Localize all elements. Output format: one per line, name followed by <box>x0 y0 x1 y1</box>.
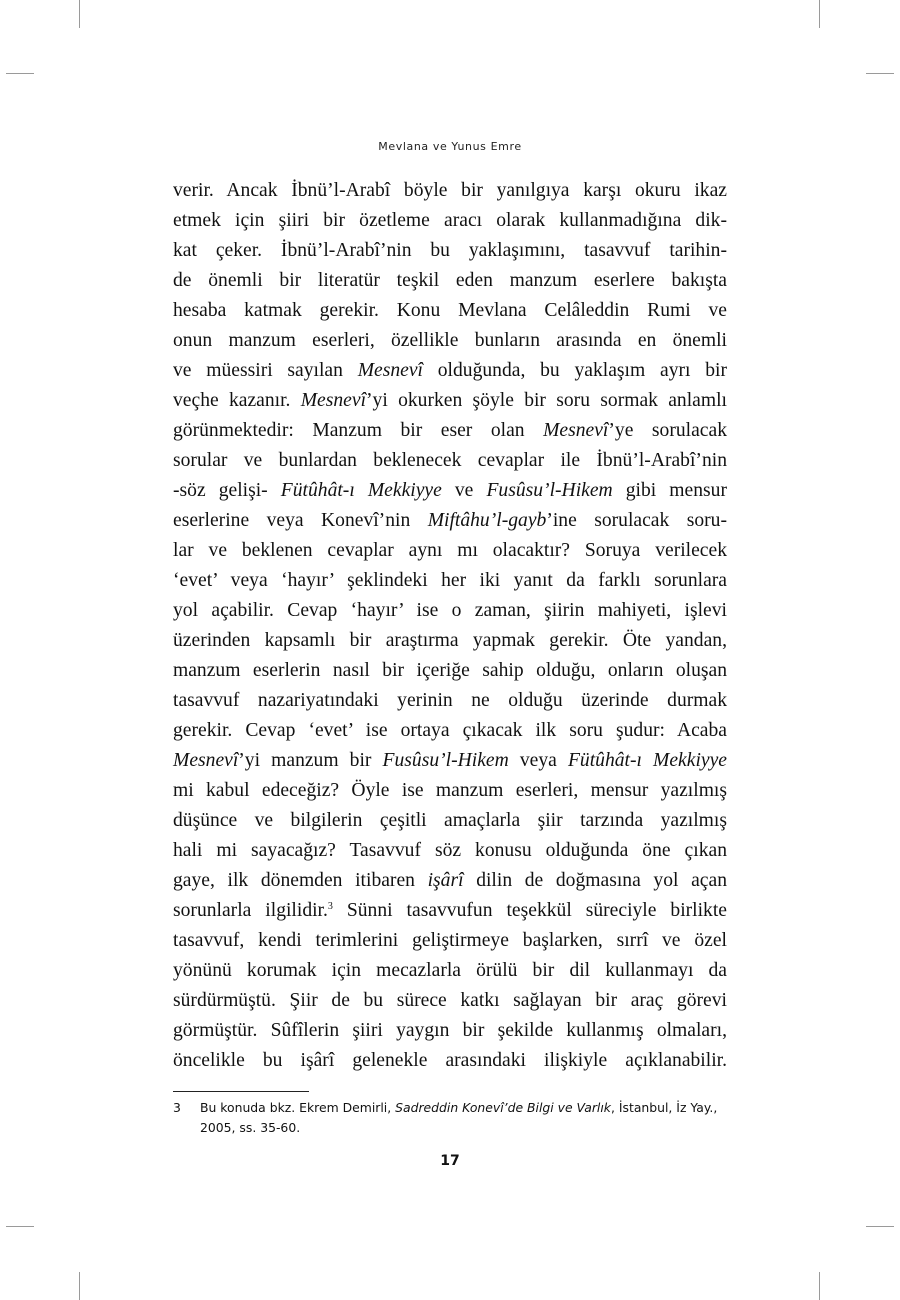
text-span: etmek için şiiri bir özetleme aracı olarak kullanmadığına dik- <box>173 210 727 231</box>
text-line <box>173 176 727 206</box>
footnote <box>173 1098 733 1138</box>
italic-text: Miftâhu’l-gayb <box>427 510 547 531</box>
text-span: lar ve beklenen cevaplar aynı mı olacaktır? Soruya verilecek <box>173 540 727 561</box>
footnote-ref: 3 <box>327 901 333 912</box>
text-line <box>173 596 727 626</box>
text-span: veçhe kazanır. <box>173 390 301 411</box>
text-line <box>173 566 727 596</box>
text-span: hesaba katmak gerekir. Konu Mevlana Celâleddin Rumi ve <box>173 300 727 321</box>
text-span: öncelikle bu işârî gelenekle arasındaki ilişkiyle açıklanabilir. <box>173 1050 727 1071</box>
text-span: düşünce ve bilgilerin çeşitli amaçlarla şiir tarzında yazılmış <box>173 810 727 831</box>
text-line <box>173 446 727 476</box>
italic-text: Fusûsu’l-Hikem <box>486 480 613 501</box>
text-span: hali mi sayacağız? Tasavvuf söz konusu olduğunda öne çıkan <box>173 840 727 861</box>
text-span: sorular ve bunlardan beklenecek cevaplar ile İbnü’l-Arabî’nin <box>173 450 727 471</box>
text-line <box>173 476 727 506</box>
text-span: dilin de doğmasına yol açan <box>463 870 727 891</box>
footnote-number: 3 <box>173 1100 181 1115</box>
text-line <box>173 656 727 686</box>
crop-mark-top-right <box>819 0 820 28</box>
text-line <box>173 326 727 356</box>
text-line <box>173 716 727 746</box>
text-line <box>173 266 727 296</box>
text-line <box>173 986 727 1016</box>
text-span: olduğunda, bu yaklaşım ayrı bir <box>422 360 728 381</box>
text-span: onun manzum eserleri, özellikle bunların arasında en önemli <box>173 330 727 351</box>
text-line <box>173 626 727 656</box>
body-text <box>173 176 727 1076</box>
text-span: görmüştür. Sûfîlerin şiiri yaygın bir şekilde kullanmış olmaları, <box>173 1020 727 1041</box>
text-span: görünmektedir: Manzum bir eser olan <box>173 420 544 441</box>
text-span: de önemli bir literatür teşkil eden manzum eserlere bakışta <box>173 270 727 291</box>
italic-text: Mesnevî <box>173 750 239 771</box>
text-span: gerekir. Cevap ‘evet’ ise ortaya çıkacak ilk soru şudur: Acaba <box>173 720 727 741</box>
text-line <box>173 956 727 986</box>
running-head: Mevlana ve Yunus Emre <box>378 140 522 153</box>
crop-mark-top-left <box>79 0 80 28</box>
text-line <box>173 206 727 236</box>
text-span: mi kabul edeceğiz? Öyle ise manzum eserleri, mensur yazılmış <box>173 780 727 801</box>
text-line <box>173 746 727 776</box>
text-span: tasavvuf, kendi terimlerini geliştirmeye başlarken, sırrî ve özel <box>173 930 727 951</box>
text-line <box>173 686 727 716</box>
text-line <box>173 506 727 536</box>
footnote-span: Bu konuda bkz. Ekrem Demirli, <box>200 1100 396 1115</box>
crop-mark-left-top <box>6 73 34 74</box>
text-span: yönünü korumak için mecazlarla örülü bir dil kullanmayı da <box>173 960 727 981</box>
text-span: gaye, ilk dönemden itibaren <box>173 870 428 891</box>
text-line <box>173 836 727 866</box>
text-line <box>173 866 727 896</box>
text-span: ’ine sorulacak soru- <box>546 510 727 531</box>
text-line <box>173 236 727 266</box>
crop-mark-right-top <box>866 73 894 74</box>
text-line <box>173 296 727 326</box>
text-span: üzerinden kapsamlı bir araştırma yapmak gerekir. Öte yandan, <box>173 630 727 651</box>
footnote-title: Sadreddin Konevî’de Bilgi ve Varlık <box>395 1100 611 1115</box>
text-line <box>173 776 727 806</box>
crop-mark-bottom-right <box>819 1272 820 1300</box>
text-span: gibi mensur <box>612 480 727 501</box>
text-line <box>173 896 727 926</box>
crop-mark-left-bottom <box>6 1226 34 1227</box>
footnote-rule <box>173 1091 309 1092</box>
page-number: 17 <box>440 1153 460 1169</box>
text-span: ’yi okurken şöyle bir soru sormak anlamlı <box>366 390 727 411</box>
text-line <box>173 1046 727 1076</box>
text-line <box>173 1016 727 1046</box>
footnote-text <box>200 1098 733 1138</box>
text-span: Sünni tasavvufun teşekkül süreciyle birlikte <box>332 900 727 921</box>
text-span: ve müessiri sayılan <box>173 360 358 381</box>
text-span: eserlerine veya Konevî’nin <box>173 510 428 531</box>
text-span: veya <box>508 750 568 771</box>
text-span: ’yi manzum bir <box>238 750 383 771</box>
italic-text: Fusûsu’l-Hikem <box>382 750 509 771</box>
footnote-span: , İstanbul, İz Yay., 2005, ss. 35-60. <box>200 1100 718 1135</box>
text-line <box>173 536 727 566</box>
text-span: ve <box>441 480 487 501</box>
text-span: verir. Ancak İbnü’l-Arabî böyle bir yanılgıya karşı okuru ikaz <box>173 180 727 201</box>
text-span: tasavvuf nazariyatındaki yerinin ne olduğu üzerinde durmak <box>173 690 727 711</box>
text-span: ‘evet’ veya ‘hayır’ şeklindeki her iki yanıt da farklı sorunlara <box>173 570 727 591</box>
text-line <box>173 926 727 956</box>
text-line <box>173 806 727 836</box>
italic-text: işârî <box>427 870 464 891</box>
text-line <box>173 386 727 416</box>
text-line <box>173 416 727 446</box>
text-span: yol açabilir. Cevap ‘hayır’ ise o zaman, şiirin mahiyeti, işlevi <box>173 600 727 621</box>
italic-text: Fütûhât-ı Mekkiyye <box>280 480 442 501</box>
crop-mark-right-bottom <box>866 1226 894 1227</box>
italic-text: Fütûhât-ı Mekkiyye <box>567 750 727 771</box>
crop-mark-bottom-left <box>79 1272 80 1300</box>
italic-text: Mesnevî <box>300 390 367 411</box>
text-span: kat çeker. İbnü’l-Arabî’nin bu yaklaşımını, tasavvuf tarihin- <box>173 240 727 261</box>
italic-text: Mesnevî <box>543 420 609 441</box>
text-span: ’ye sorulacak <box>608 420 727 441</box>
text-span: manzum eserlerin nasıl bir içeriğe sahip olduğu, onların oluşan <box>173 660 727 681</box>
text-span: sorunlarla ilgilidir. <box>173 900 328 921</box>
italic-text: Mesnevî <box>357 360 423 381</box>
text-span: -söz gelişi- <box>173 480 281 501</box>
text-line <box>173 356 727 386</box>
text-span: sürdürmüştü. Şiir de bu sürece katkı sağlayan bir araç görevi <box>173 990 727 1011</box>
